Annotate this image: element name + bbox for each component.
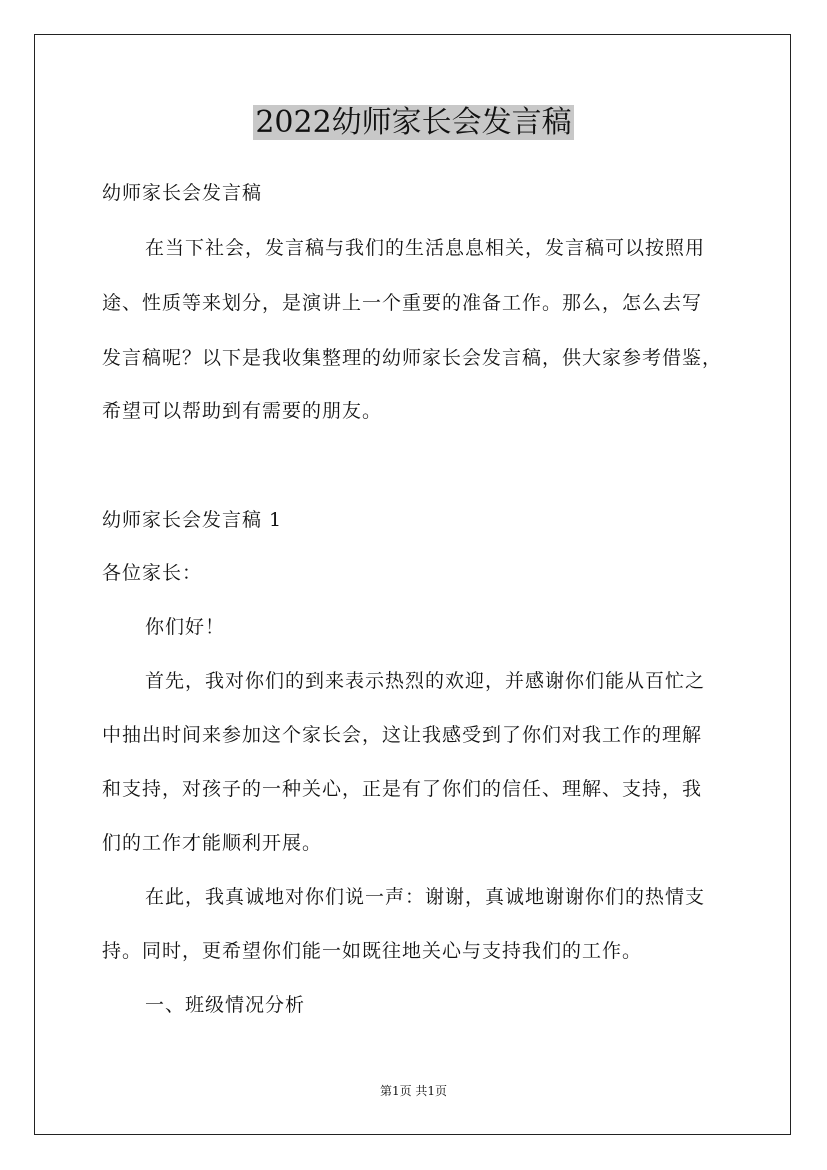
section-heading: 幼师家长会发言稿 1 <box>102 509 283 531</box>
para1-line-1: 首先，我对你们的到来表示热烈的欢迎，并感谢你们能从百忙之 <box>145 670 706 692</box>
intro-line-2: 途、性质等来划分，是演讲上一个重要的准备工作。那么，怎么去写 <box>102 292 703 314</box>
para2-line-2: 持。同时，更希望你们能一如既往地关心与支持我们的工作。 <box>102 940 643 962</box>
greeting: 你们好！ <box>145 616 226 638</box>
document-title <box>0 103 827 143</box>
document-title-text: 2022幼师家长会发言稿 <box>255 105 572 140</box>
para1-line-4: 们的工作才能顺利开展。 <box>102 832 323 854</box>
para1-line-2: 中抽出时间来参加这个家长会，这让我感受到了你们对我工作的理解 <box>102 724 703 746</box>
page-footer: 第1页 共1页 <box>379 1084 448 1098</box>
salutation: 各位家长： <box>102 562 203 584</box>
intro-line-1: 在当下社会，发言稿与我们的生活息息相关，发言稿可以按照用 <box>145 237 706 259</box>
subsection-heading: 一、班级情况分析 <box>145 994 306 1016</box>
document-subtitle: 幼师家长会发言稿 <box>102 182 263 204</box>
intro-line-3: 发言稿呢？以下是我收集整理的幼师家长会发言稿，供大家参考借鉴， <box>102 347 723 369</box>
para1-line-3: 和支持，对孩子的一种关心，正是有了你们的信任、理解、支持，我 <box>102 778 703 800</box>
para2-line-1: 在此，我真诚地对你们说一声：谢谢，真诚地谢谢你们的热情支 <box>145 886 706 908</box>
intro-line-4: 希望可以帮助到有需要的朋友。 <box>102 400 383 422</box>
